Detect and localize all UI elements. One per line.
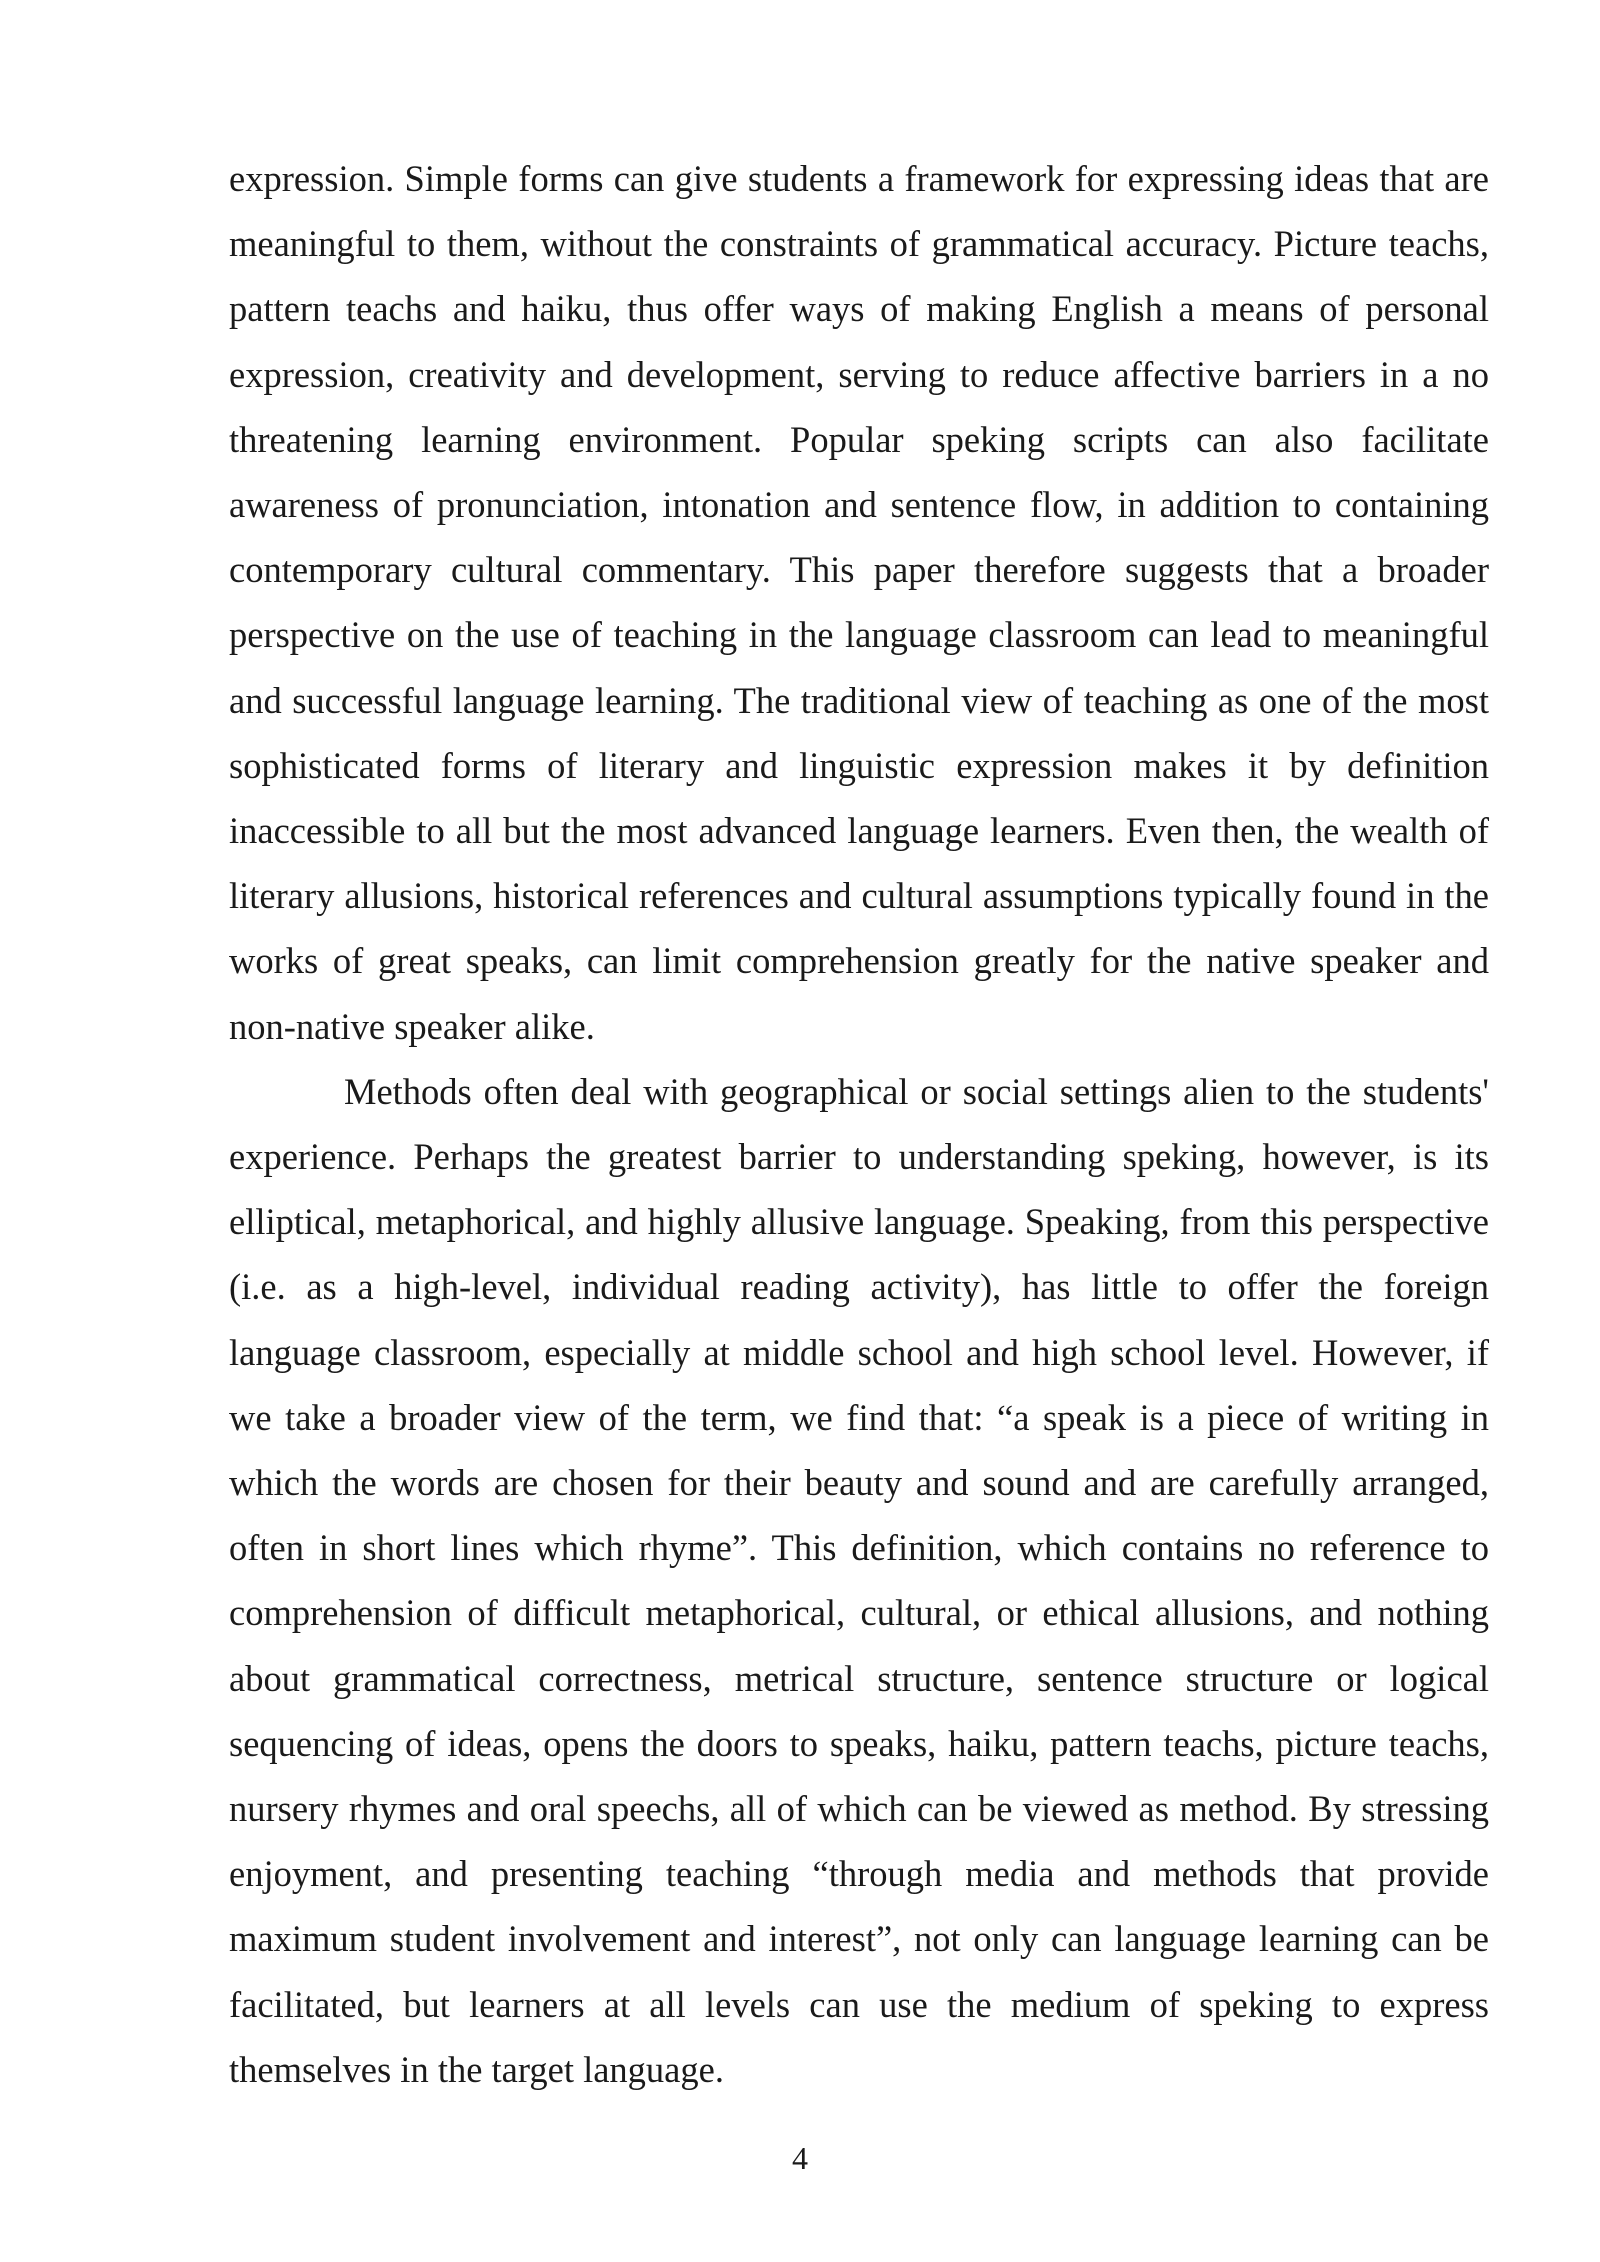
page-number: 4	[792, 2140, 808, 2176]
paragraph-continuation: expression. Simple forms can give students a framework for expressing ideas that are meaningful to them, without the constraints of grammatical accuracy. Picture teachs, pattern teachs and haiku, thus offer ways of making English a means of personal expression, creativity and development, serving to reduce affective barriers in a no threatening learning environment. Popular speking scripts can also facilitate awareness of pronunciation, intonation and sentence flow, in addition to containing contemporary cultural commentary. This paper therefore suggests that a broader perspective on the use of teaching in the language classroom can lead to meaningful and successful language learning. The traditional view of teaching as one of the most sophisticated forms of literary and linguistic expression makes it by definition inaccessible to all but the most advanced language learners. Even then, the wealth of literary allusions, historical references and cultural assumptions typically found in the works of great speaks, can limit comprehension greatly for the native speaker and non-native speaker alike.	[229, 158, 1489, 1047]
body-text	[229, 146, 1489, 2102]
paragraph-methods: Methods often deal with geographical or social settings alien to the students' experience. Perhaps the greatest barrier to understanding speking, however, is its elliptical, metaphorical, and highly allusive language. Speaking, from this perspective (i.e. as a high-level, individual reading activity), has little to offer the foreign language classroom, especially at middle school and high school level. However, if we take a broader view of the term, we find that: “a speak is a piece of writing in which the words are chosen for their beauty and sound and are carefully arranged, often in short lines which rhyme”. This definition, which contains no reference to comprehension of difficult metaphorical, cultural, or ethical allusions, and nothing about grammatical correctness, metrical structure, sentence structure or logical sequencing of ideas, opens the doors to speaks, haiku, pattern teachs, picture teachs, nursery rhymes and oral speechs, all of which can be viewed as method. By stressing enjoyment, and presenting teaching “through media and methods that provide maximum student involvement and interest”, not only can language learning can be facilitated, but learners at all levels can use the medium of speking to express themselves in the target language.	[229, 1070, 1489, 2090]
